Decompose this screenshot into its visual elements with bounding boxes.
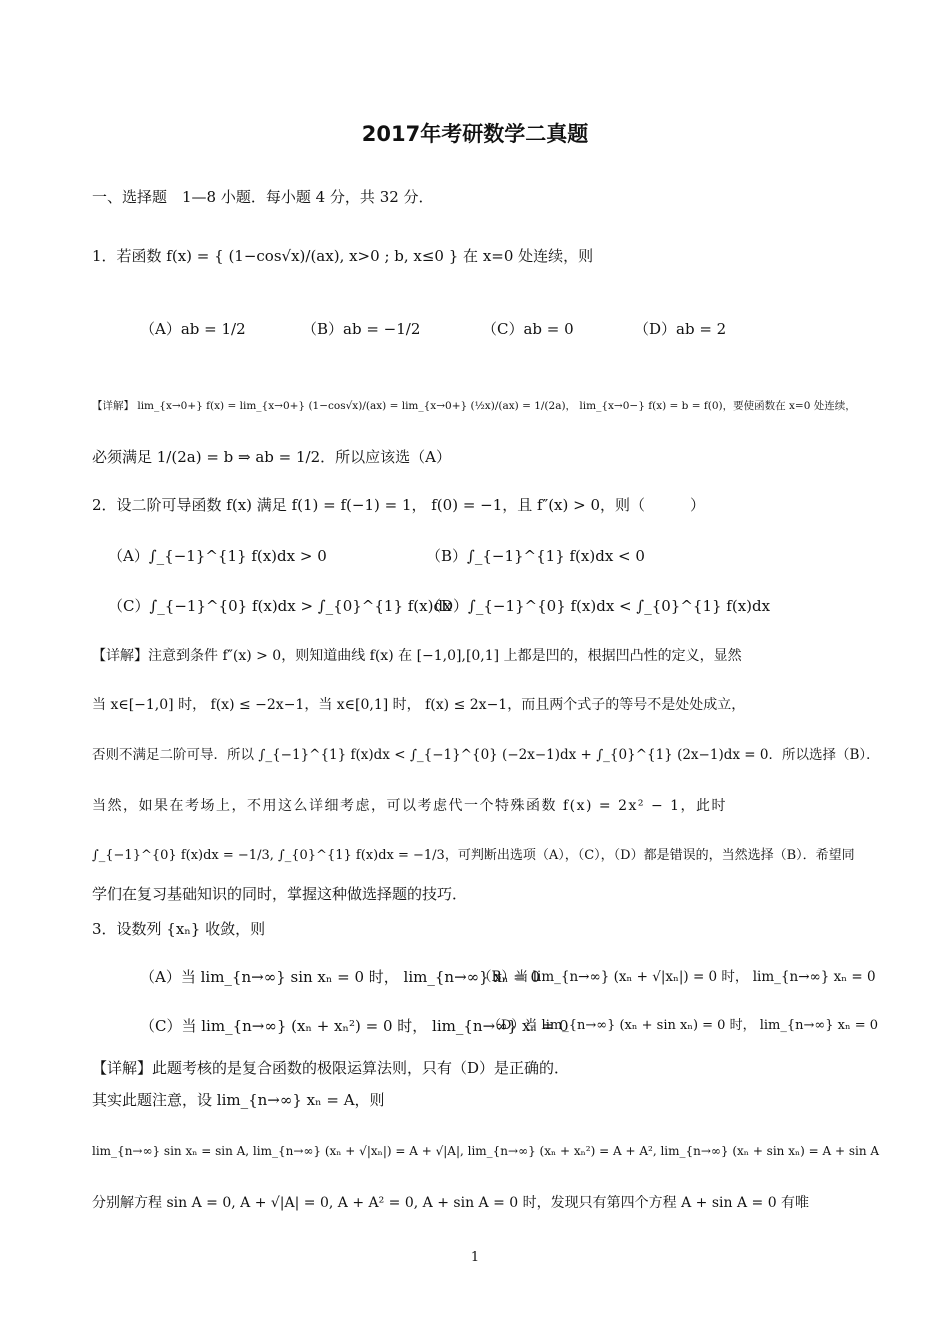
section-header: 一、选择题 1—8 小题．每小题 4 分，共 32 分． (92, 188, 434, 206)
q3-stem: 3．设数列 {xₙ} 收敛，则 (92, 920, 266, 938)
q3-solution-line1: 【详解】此题考核的是复合函数的极限运算法则，只有（D）是正确的． (92, 1059, 570, 1077)
q2-stem: 2．设二阶可导函数 f(x) 满足 f(1) = f(−1) = 1， f(0) = −1，且 f″(x) > 0，则（ ） (92, 496, 706, 514)
q2-solution-line3: 否则不满足二阶可导．所以 ∫_{−1}^{1} f(x)dx < ∫_{−1}^{0} (−2x−1)dx + ∫_{0}^{1} (2x−1)dx = 0．所以选择（B）． (92, 747, 880, 763)
q2-solution-line5: ∫_{−1}^{0} f(x)dx = −1/3, ∫_{0}^{1} f(x)dx = −1/3，可判断出选项（A），（C），（D）都是错误的，当然选择（B）．希望同 (92, 848, 855, 863)
q1-option-c: （C）ab = 0 (482, 320, 574, 338)
q2-solution-line4: 当然，如果在考场上，不用这么详细考虑，可以考虑代一个特殊函数 f(x) = 2x² − 1，此时 (92, 798, 728, 814)
q1-option-b: （B）ab = −1/2 (302, 320, 421, 338)
q1-solution-line1: 【详解】 lim_{x→0+} f(x) = lim_{x→0+} (1−cos√x)/(ax) = lim_{x→0+} (½x)/(ax) = 1/(2a)， lim_{x→0−} f(x) = b = f(0)，要使函数在 x=0 处连续， (92, 400, 856, 412)
q3-option-b: （B）当 lim_{n→∞} (xₙ + √|xₙ|) = 0 时， lim_{n→∞} xₙ = 0 (478, 969, 876, 985)
q2-solution-line1: 【详解】注意到条件 f″(x) > 0，则知道曲线 f(x) 在 [−1,0],[0,1] 上都是凹的，根据凹凸性的定义，显然 (92, 648, 742, 664)
q2-option-a: （A）∫_{−1}^{1} f(x)dx > 0 (108, 547, 327, 565)
q1-solution-line2: 必须满足 1/(2a) = b ⇒ ab = 1/2．所以应该选（A） (92, 448, 451, 466)
q2-solution-line6: 学们在复习基础知识的同时，掌握这种做选择题的技巧． (92, 885, 468, 903)
q1-stem: 1．若函数 f(x) = { (1−cos√x)/(ax), x>0 ; b, x≤0 } 在 x=0 处连续，则 (92, 247, 594, 265)
q3-solution-line2: 其实此题注意，设 lim_{n→∞} xₙ = A，则 (92, 1091, 385, 1109)
q1-option-a: （A）ab = 1/2 (140, 320, 246, 338)
q2-option-b: （B）∫_{−1}^{1} f(x)dx < 0 (426, 547, 645, 565)
q1-option-d: （D）ab = 2 (634, 320, 727, 338)
q3-option-c: （C）当 lim_{n→∞} (xₙ + xₙ²) = 0 时， lim_{n→∞} xₙ = 0 (140, 1017, 569, 1035)
q2-solution-line2: 当 x∈[−1,0] 时， f(x) ≤ −2x−1，当 x∈[0,1] 时， f(x) ≤ 2x−1，而且两个式子的等号不是处处成立， (92, 697, 746, 713)
q3-solution-line4: 分别解方程 sin A = 0, A + √|A| = 0, A + A² = 0, A + sin A = 0 时，发现只有第四个方程 A + sin A = 0 有唯 (92, 1195, 810, 1211)
q2-option-d: （D）∫_{−1}^{0} f(x)dx < ∫_{0}^{1} f(x)dx (426, 597, 771, 615)
q3-option-a: （A）当 lim_{n→∞} sin xₙ = 0 时， lim_{n→∞} xₙ = 0 (140, 968, 541, 986)
q3-option-d: （D）当 lim_{n→∞} (xₙ + sin xₙ) = 0 时， lim_{n→∞} xₙ = 0 (488, 1018, 879, 1033)
page-title: 2017年考研数学二真题 (361, 122, 589, 146)
page-number: 1 (470, 1250, 480, 1265)
q2-option-c: （C）∫_{−1}^{0} f(x)dx > ∫_{0}^{1} f(x)dx (108, 597, 452, 615)
q3-solution-line3: lim_{n→∞} sin xₙ = sin A, lim_{n→∞} (xₙ + √|xₙ|) = A + √|A|, lim_{n→∞} (xₙ + xₙ²) = A + A², lim_{n→∞} (xₙ + sin xₙ) = A + sin A (92, 1144, 880, 1158)
